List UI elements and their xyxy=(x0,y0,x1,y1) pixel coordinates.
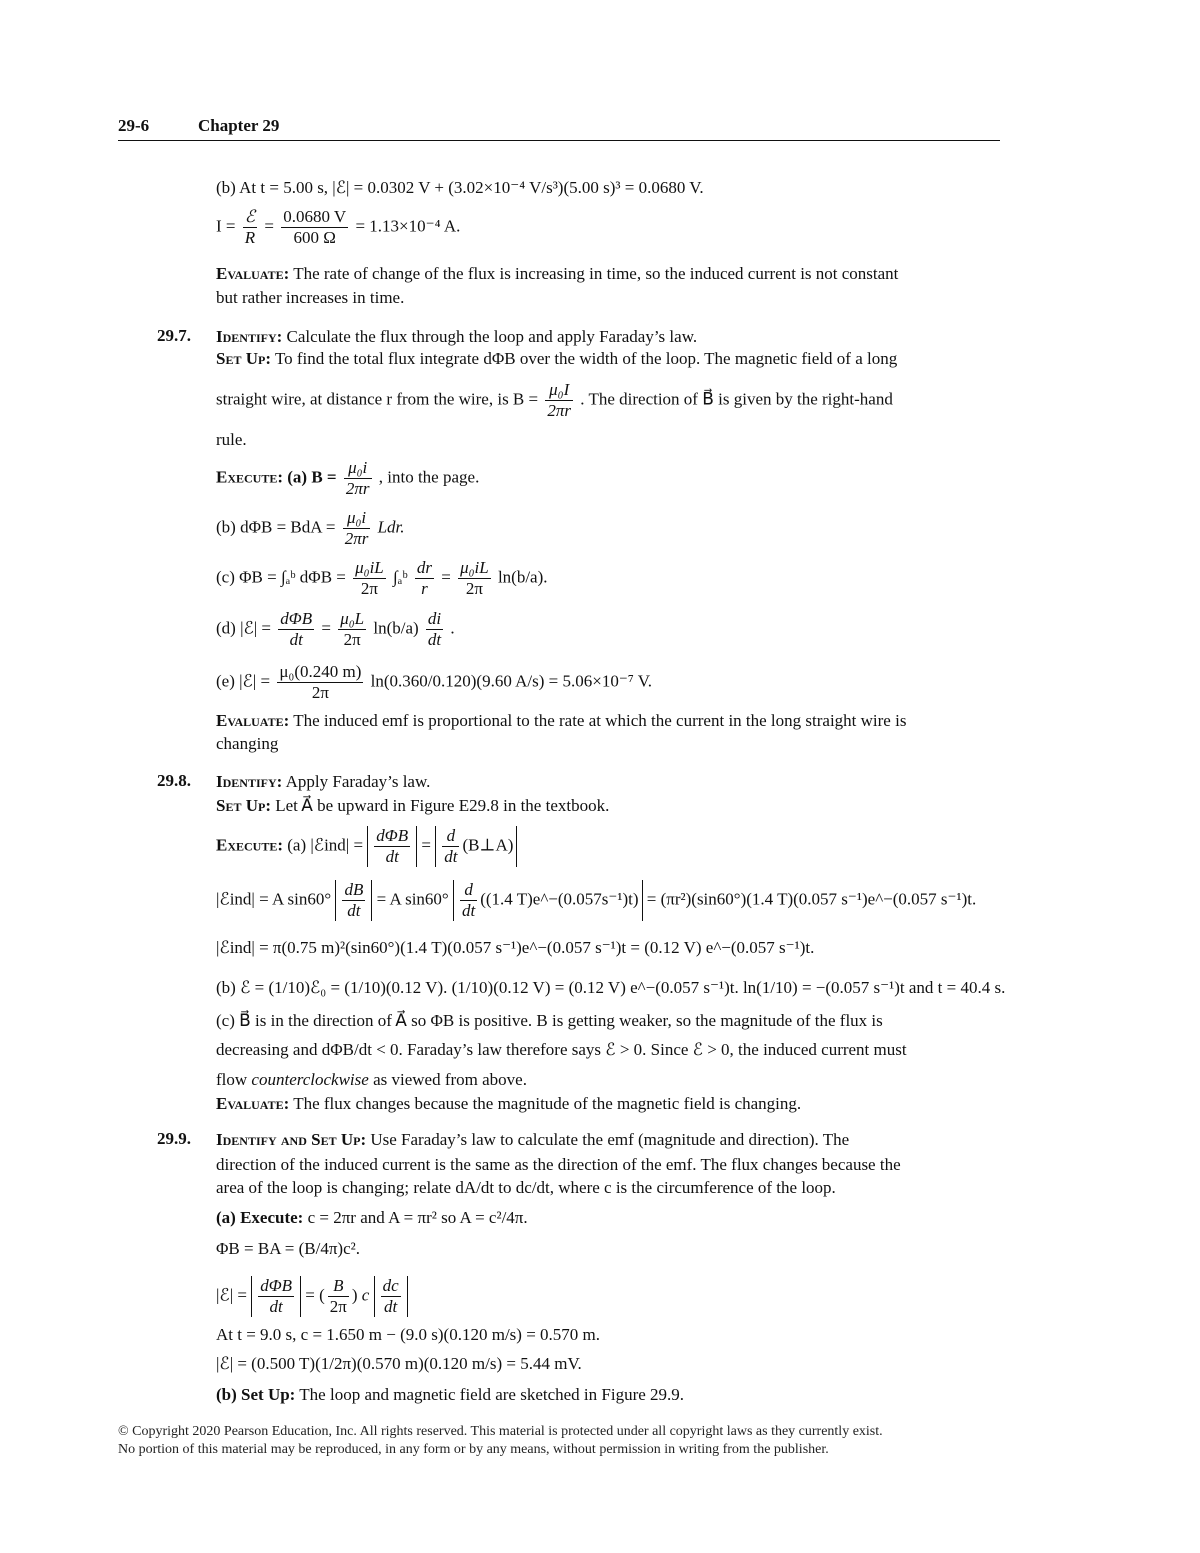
evaluate-label: Evaluate: xyxy=(216,711,290,730)
fraction: $\frac{\text{μ₀iL}}{2\pi}$ xyxy=(460,558,489,598)
i-rhs: = 1.13×10⁻⁴ A. xyxy=(355,216,461,236)
identify-text: Apply Faraday’s law. xyxy=(285,772,431,791)
p6b-evaluate-cont: but rather increases in time. xyxy=(216,288,405,307)
p8-eq2: |ℰind| = A sin60° $\frac{dB}{dt}$ = A sin60° $\frac{d}{dt}$ ((1.4 T)e^−(0.057s⁻¹)t) = (πr²)(sin60°)(1.4 T)(0.057 s⁻¹)e^−(0.057 s⁻¹)t. xyxy=(216,880,977,920)
evaluate-text: The induced emf is proportional to the rate at which the current in the long straight wire is xyxy=(293,711,907,730)
p7-execute-b: (b) dΦB = BdA = $\frac{\text{μ₀i}}{2\pi r}$ Ldr. xyxy=(216,508,405,548)
problem-number-29-9: 29.9. xyxy=(157,1129,191,1148)
fraction: $\frac{\text{μ₀i}}{2\pi r}$ xyxy=(345,458,370,498)
copyright-line2: No portion of this material may be reproduced, in any form or by any means, without permission in writing from the publisher. xyxy=(118,1442,829,1457)
fraction: $\frac{di}{dt}$ xyxy=(427,609,442,649)
p9-text2: direction of the induced current is the same as the direction of the emf. The flux changes because the xyxy=(216,1155,901,1174)
p9-identify xyxy=(216,1129,849,1151)
fraction: $\frac{\text{ℰ}}{R}$ xyxy=(244,207,256,247)
p9-at: At t = 9.0 s, c = 1.650 m − (9.0 s)(0.120 m/s) = 0.570 m. xyxy=(216,1325,601,1344)
evaluate-text: The flux changes because the magnitude of the magnetic field is changing. xyxy=(293,1094,802,1113)
p7-evaluate xyxy=(216,710,906,732)
p8-execute-a: Execute: (a) |ℰind| = $\frac{\text{dΦB}}{dt}$ = $\frac{d}{dt}$ (B⊥A) xyxy=(216,826,517,867)
setup-text: To find the total flux integrate dΦB over the width of the loop. The magnetic field of a long xyxy=(274,349,898,368)
fraction: $\frac{d}{dt}$ xyxy=(444,826,458,866)
fraction: $\frac{d}{dt}$ xyxy=(461,880,476,920)
p7-execute-d: (d) |ℰ| = $\frac{\text{dΦB}}{dt}$ = $\frac{\text{μ₀L}}{2\pi}$ ln(b/a) $\frac{di}{dt}$ . xyxy=(216,609,455,649)
fraction: $\frac{dB}{dt}$ xyxy=(344,880,364,920)
p9-emf-value: |ℰ| = (0.500 T)(1/2π)(0.570 m)(0.120 m/s) = 5.44 mV. xyxy=(216,1354,582,1373)
p7-execute-e: (e) |ℰ| = $\frac{\text{μ₀(0.240 m)}}{2\pi}$ ln(0.360/0.120)(9.60 A/s) = 5.06×10⁻⁷ V. xyxy=(216,662,653,702)
execute-label: Execute: xyxy=(216,467,284,487)
evaluate-text: The rate of change of the flux is increasing in time, so the induced current is not constant xyxy=(293,264,899,283)
fraction: $\frac{\text{μ₀i}}{2\pi r}$ xyxy=(344,508,369,548)
identify-label: Identify: xyxy=(216,327,283,346)
p8-identify xyxy=(216,771,430,793)
page-header xyxy=(118,116,1000,141)
p8-b: (b) ℰ = (1/10)ℰ₀ = (1/10)(0.12 V). (1/10)(0.12 V) = (0.12 V) e^−(0.057 s⁻¹)t. ln(1/10) = −(0.057 s⁻¹)t and t = 40.4 s. xyxy=(216,978,1006,997)
fraction: $\frac{0.0680 V}{600 \Omega}$ xyxy=(283,207,347,247)
execute-label: Execute: xyxy=(216,835,284,855)
evaluate-label: Evaluate: xyxy=(216,264,290,283)
p7-execute-c: (c) ΦB = ∫ₐᵇ dΦB = $\frac{\text{μ₀iL}}{2\pi}$ ∫ₐᵇ $\frac{dr}{r}$ = $\frac{\text{μ₀iL}}{2\pi}$ ln(b/a). xyxy=(216,558,548,598)
p7-execute-a: Execute: (a) B = $\frac{\text{μ₀i}}{2\pi r}$ , into the page. xyxy=(216,458,480,498)
fraction: $\frac{\text{μ₀I}}{2\pi r}$ xyxy=(547,380,572,420)
p6b-line1: (b) At t = 5.00 s, |ℰ| = 0.0302 V + (3.02×10⁻⁴ V/s³)(5.00 s)³ = 0.0680 V. xyxy=(216,178,704,197)
p8-c-line1: (c) B⃗ is in the direction of A⃗ so ΦB is positive. B is getting weaker, so the magnitude of the flux is xyxy=(216,1011,883,1030)
p9-emf-eq: |ℰ| = $\frac{\text{dΦB}}{dt}$ = ( $\frac{B}{2\pi}$ ) c $\frac{dc}{dt}$ xyxy=(216,1276,408,1317)
fraction: $\frac{\text{μ₀L}}{2\pi}$ xyxy=(340,609,365,649)
fraction: $\frac{dc}{dt}$ xyxy=(382,1276,399,1316)
fraction: $\frac{dr}{r}$ xyxy=(416,558,432,598)
setup-label: Set Up: xyxy=(216,796,271,815)
fraction: $\frac{\text{μ₀iL}}{2\pi}$ xyxy=(355,558,384,598)
identify-label: Identify: xyxy=(216,772,283,791)
p8-setup xyxy=(216,795,609,817)
fraction: $\frac{\text{dΦB}}{dt}$ xyxy=(376,826,409,866)
p8-c-line3: flow counterclockwise as viewed from above. xyxy=(216,1070,527,1089)
p9-text3: area of the loop is changing; relate dA/dt to dc/dt, where c is the circumference of the loop. xyxy=(216,1178,836,1197)
chapter-title: Chapter 29 xyxy=(198,116,280,135)
problem-number-29-7: 29.7. xyxy=(157,326,191,345)
p8-c-line2: decreasing and dΦB/dt < 0. Faraday’s law therefore says ℰ > 0. Since ℰ > 0, the induced current must xyxy=(216,1040,907,1059)
p9-phi: ΦB = BA = (B/4π)c². xyxy=(216,1239,360,1258)
fraction: $\frac{\text{μ₀(0.240 m)}}{2\pi}$ xyxy=(279,662,362,702)
fraction: $\frac{\text{dΦB}}{dt}$ xyxy=(260,1276,293,1316)
identify-label: Identify and Set Up: xyxy=(216,1130,367,1149)
identify-text: Calculate the flux through the loop and apply Faraday’s law. xyxy=(286,327,698,346)
p7-identify xyxy=(216,326,697,348)
p7-setup-field: straight wire, at distance r from the wire, is B = $\frac{\text{μ₀I}}{2\pi r}$ . The direction of B⃗ is given by the right-hand xyxy=(216,380,893,420)
p7-setup-rule: rule. xyxy=(216,430,247,449)
copyright-line1: © Copyright 2020 Pearson Education, Inc. All rights reserved. This material is protected under all copyright laws as they currently exist. xyxy=(118,1424,883,1439)
p6b-current-eq: I = $\frac{\text{ℰ}}{R}$ = $\frac{0.0680 V}{600 \Omega}$ = 1.13×10⁻⁴ A. xyxy=(216,207,461,247)
p7-setup xyxy=(216,348,897,370)
p7-evaluate-cont: changing xyxy=(216,734,279,753)
p8-eq3: |ℰind| = π(0.75 m)²(sin60°)(1.4 T)(0.057 s⁻¹)e^−(0.057 s⁻¹)t = (0.12 V) e^−(0.057 s⁻¹)t. xyxy=(216,938,815,957)
setup-label: (b) Set Up: xyxy=(216,1385,296,1404)
evaluate-label: Evaluate: xyxy=(216,1094,290,1113)
p6b-evaluate xyxy=(216,263,898,285)
p9-execute-a: (a) Execute: c = 2πr and A = πr² so A = c²/4π. xyxy=(216,1208,528,1227)
page-number: 29-6 xyxy=(118,116,150,135)
fraction: $\frac{\text{dΦB}}{dt}$ xyxy=(280,609,313,649)
p9-b: (b) Set Up: The loop and magnetic field are sketched in Figure 29.9. xyxy=(216,1385,685,1404)
fraction: $\frac{B}{2\pi}$ xyxy=(329,1276,347,1316)
setup-text: Let A⃗ be upward in Figure E29.8 in the textbook. xyxy=(275,796,610,815)
problem-number-29-8: 29.8. xyxy=(157,771,191,790)
i-lhs: I = xyxy=(216,216,236,236)
identify-text: Use Faraday’s law to calculate the emf (magnitude and direction). The xyxy=(370,1130,850,1149)
execute-label: (a) Execute: xyxy=(216,1208,304,1227)
p8-evaluate xyxy=(216,1093,801,1115)
setup-label: Set Up: xyxy=(216,349,271,368)
